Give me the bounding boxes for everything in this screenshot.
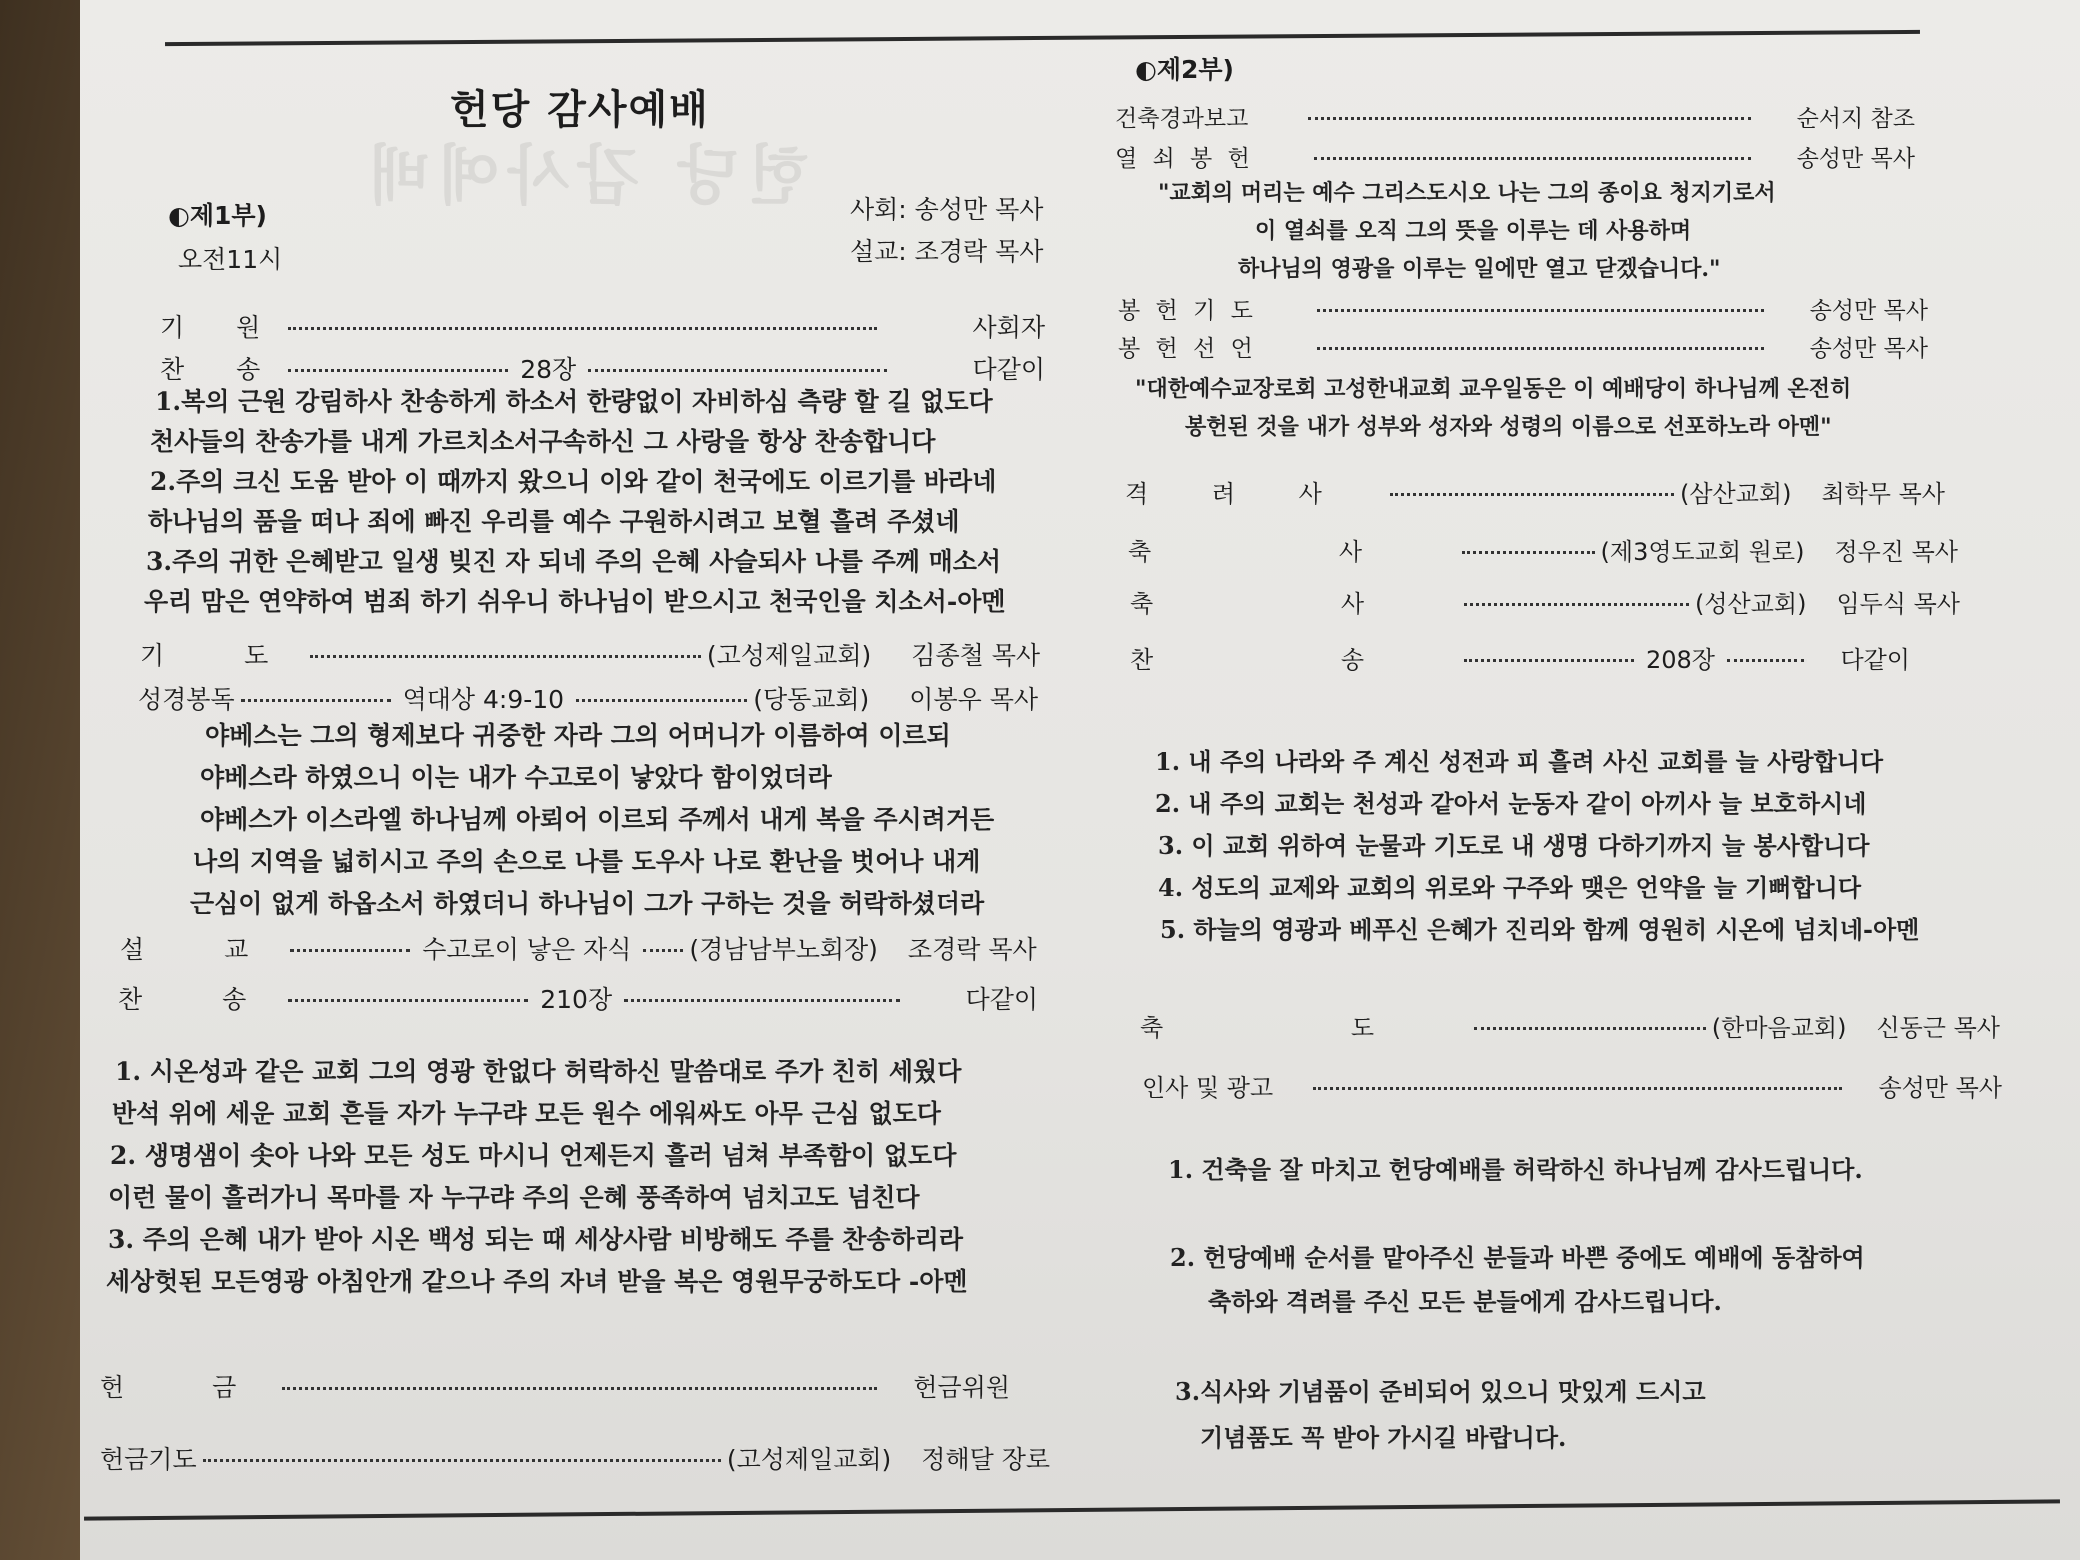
hymn2-row xyxy=(118,980,1038,1016)
notice-line: 3.식사와 기념품이 준비되어 있으니 맛있게 드시고 xyxy=(1175,1377,1706,1406)
offering-prayer-person: 정해달 장로 xyxy=(921,1445,1050,1474)
hymn2-line: 이런 물이 흘러가니 목마를 자 누구랴 주의 은혜 풍족하여 넘치고도 넘친다 xyxy=(108,1183,920,1212)
dedication-declaration-row xyxy=(1118,330,1928,363)
keys-quote-line: "교회의 머리는 예수 그리스도시오 나는 그의 종이요 청지기로서 xyxy=(1158,180,1776,206)
keys-row xyxy=(1115,140,1915,173)
dot-leader xyxy=(203,1459,721,1462)
hymn1-label: 찬 송 xyxy=(160,355,283,384)
congrats1-row xyxy=(1128,532,1958,567)
hymn3-row xyxy=(1130,640,1910,675)
congrats1-church: (제3영도교회 원로) xyxy=(1600,538,1805,566)
dot-leader xyxy=(1308,117,1750,120)
notice-line: 기념품도 꼭 받아 가시길 바랍니다. xyxy=(1200,1423,1567,1452)
hymn2-line: 세상헛된 모든영광 아침안개 같으나 주의 자녀 받을 복은 영원무궁하도다 -아멘 xyxy=(106,1267,968,1296)
offering-prayer-label: 헌금기도 xyxy=(100,1445,197,1474)
benediction-person: 신동근 목사 xyxy=(1876,1014,2000,1042)
dedication-declaration-person: 송성만 목사 xyxy=(1809,336,1928,362)
dot-leader xyxy=(1462,551,1595,554)
dot-leader xyxy=(288,999,528,1002)
encouragement-church: (삼산교회) xyxy=(1679,480,1792,508)
invocation-leader: 사회자 xyxy=(972,313,1045,342)
congrats1-label: 축 사 xyxy=(1128,538,1452,566)
congrats2-person: 임두식 목사 xyxy=(1836,590,1960,618)
hymn1-row xyxy=(160,350,1045,386)
dot-leader xyxy=(1464,603,1689,606)
part1-heading: ◐제1부) xyxy=(168,201,267,230)
keys-label: 열 쇠 봉 헌 xyxy=(1115,146,1254,172)
dot-leader xyxy=(241,699,391,702)
part2-heading: ◐제2부) xyxy=(1135,55,1234,84)
offering-prayer-row xyxy=(100,1440,1050,1476)
dedication-prayer-label: 봉 헌 기 도 xyxy=(1118,298,1257,324)
hymn2-line: 2. 생명샘이 솟아 나와 모든 성도 마시니 언제든지 흘러 넘쳐 부족함이 없도다 xyxy=(110,1141,957,1170)
offering-prayer-church: (고성제일교회) xyxy=(726,1445,892,1474)
hymn1-line: 우리 맘은 연약하여 범죄 하기 쉬우니 하나님이 받으시고 천국인을 치소서-아멘 xyxy=(144,587,1006,616)
invocation-row xyxy=(160,308,1045,344)
dot-leader xyxy=(624,999,899,1002)
dot-leader xyxy=(1727,659,1804,662)
hymn3-label: 찬 송 xyxy=(1130,646,1454,674)
invocation-label: 기 원 xyxy=(160,313,283,342)
encouragement-row xyxy=(1125,474,1945,509)
offering-leader: 헌금위원 xyxy=(913,1373,1010,1402)
sermon-label: 설 교 xyxy=(120,935,285,964)
benediction-row xyxy=(1140,1008,2000,1043)
hymn1-line: 1.복의 근원 강림하사 찬송하게 하소서 한량없이 자비하심 측량 할 길 없도다 xyxy=(155,387,993,416)
keys-person: 송성만 목사 xyxy=(1796,146,1915,172)
offering-label: 헌 금 xyxy=(100,1373,277,1402)
notices-row xyxy=(1142,1068,2002,1103)
hymn2-number: 210장 xyxy=(540,985,613,1014)
prayer-row xyxy=(140,636,1040,672)
report-label: 건축경과보고 xyxy=(1115,106,1249,132)
congrats2-row xyxy=(1130,584,1960,619)
scripture-line: 야베스가 이스라엘 하나님께 아뢰어 이르되 주께서 내게 복을 주시려거든 xyxy=(200,805,995,834)
hymn3-line: 5. 하늘의 영광과 베푸신 은혜가 진리와 함께 영원히 시온에 넘치네-아멘 xyxy=(1160,915,1920,944)
service-time: 오전11시 xyxy=(178,245,283,274)
declaration-quote-line: "대한예수교장로회 고성한내교회 교우일동은 이 예배당이 하나님께 온전히 xyxy=(1135,376,1852,402)
scripture-line: 나의 지역을 넓히시고 주의 손으로 나를 도우사 나로 환난을 벗어나 내게 xyxy=(193,847,981,876)
hymn1-line: 3.주의 귀한 은혜받고 일생 빚진 자 되네 주의 은혜 사슬되사 나를 주께 매소서 xyxy=(146,547,1002,576)
hymn2-line: 반석 위에 세운 교회 흔들 자가 누구랴 모든 원수 에워싸도 아무 근심 없도다 xyxy=(112,1099,941,1128)
hymn2-line: 1. 시온성과 같은 교회 그의 영광 한없다 허락하신 말씀대로 주가 친히 세웠다 xyxy=(115,1057,962,1086)
reading-church: (당동교회) xyxy=(753,685,870,714)
hymn3-line: 4. 성도의 교제와 교회의 위로와 구주와 맺은 언약을 늘 기뻐합니다 xyxy=(1158,873,1862,902)
notice-line: 2. 헌당예배 순서를 맡아주신 분들과 바쁜 중에도 예배에 동참하여 xyxy=(1170,1243,1865,1272)
notice-line: 1. 건축을 잘 마치고 헌당예배를 허락하신 하나님께 감사드립니다. xyxy=(1168,1155,1863,1184)
hymn1-line: 천사들의 찬송가를 내게 가르치소서구속하신 그 사랑을 항상 찬송합니다 xyxy=(150,427,936,456)
dedication-prayer-person: 송성만 목사 xyxy=(1809,298,1928,324)
hymn1-line: 하나님의 품을 떠나 죄에 빠진 우리를 예수 구원하시려고 보혈 흘려 주셨네 xyxy=(148,507,960,536)
notices-person: 송성만 목사 xyxy=(1878,1074,2002,1102)
dot-leader xyxy=(1474,1027,1706,1030)
reading-row xyxy=(138,680,1038,716)
host: 사회: 송성만 목사 xyxy=(850,195,1044,224)
hymn3-line: 1. 내 주의 나라와 주 계신 성전과 피 흘려 사신 교회를 늘 사랑합니다 xyxy=(1155,747,1884,776)
dot-leader xyxy=(1390,493,1674,496)
benediction-church: (한마음교회) xyxy=(1711,1014,1847,1042)
prayer-church: (고성제일교회) xyxy=(706,641,872,670)
reading-person: 이봉우 목사 xyxy=(909,685,1038,714)
hymn2-line: 3. 주의 은혜 내가 받아 시온 백성 되는 때 세상사람 비방해도 주를 찬송하리라 xyxy=(108,1225,964,1254)
hymn2-label: 찬 송 xyxy=(118,985,283,1014)
sermon-row xyxy=(120,930,1040,966)
report-row xyxy=(1115,100,1915,133)
dot-leader xyxy=(288,327,876,330)
hymn1-leader: 다같이 xyxy=(972,355,1045,384)
dedication-prayer-row xyxy=(1118,292,1928,325)
hymn3-line: 3. 이 교회 위하여 눈물과 기도로 내 생명 다하기까지 늘 봉사합니다 xyxy=(1158,831,1870,860)
dot-leader xyxy=(282,1387,877,1390)
hymn3-leader: 다같이 xyxy=(1840,646,1910,674)
notices-label: 인사 및 광고 xyxy=(1142,1074,1274,1102)
keys-quote-line: 이 열쇠를 오직 그의 뜻을 이루는 데 사용하며 xyxy=(1255,218,1692,244)
offering-row xyxy=(100,1368,1010,1404)
page-title: 헌당 감사예배 xyxy=(450,87,710,133)
dot-leader xyxy=(643,949,683,952)
dot-leader xyxy=(1464,659,1634,662)
preacher: 설교: 조경락 목사 xyxy=(850,237,1044,266)
hymn1-number: 28장 xyxy=(520,355,577,384)
sermon-topic: 수고로이 낳은 자식 xyxy=(422,935,632,964)
dot-leader xyxy=(1317,309,1764,312)
dot-leader xyxy=(310,655,701,658)
keys-quote-line: 하나님의 영광을 이루는 일에만 열고 닫겠습니다." xyxy=(1238,256,1721,282)
bleed-through-title: 헌당 감사예배 xyxy=(360,140,810,214)
encouragement-label: 격 려 사 xyxy=(1125,480,1350,508)
dedication-declaration-label: 봉 헌 선 언 xyxy=(1118,336,1257,362)
sermon-person: 조경락 목사 xyxy=(907,935,1037,964)
reading-label: 성경봉독 xyxy=(138,685,235,714)
notice-line: 축하와 격려를 주신 모든 분들에게 감사드립니다. xyxy=(1208,1287,1722,1316)
dot-leader xyxy=(576,699,747,702)
hymn3-number: 208장 xyxy=(1646,646,1715,674)
prayer-label: 기 도 xyxy=(140,641,305,670)
declaration-quote-line: 봉헌된 것을 내가 성부와 성자와 성령의 이름으로 선포하노라 아멘" xyxy=(1185,414,1832,440)
scripture-line: 근심이 없게 하옵소서 하였더니 하나님이 그가 구하는 것을 허락하셨더라 xyxy=(190,889,985,918)
dot-leader xyxy=(1313,1087,1842,1090)
congrats2-church: (성산교회) xyxy=(1694,590,1807,618)
scripture-line: 야베스는 그의 형제보다 귀중한 자라 그의 어머니가 이름하여 이르되 xyxy=(205,721,951,750)
hymn1-line: 2.주의 크신 도움 받아 이 때까지 왔으니 이와 같이 천국에도 이르기를 바라네 xyxy=(150,467,997,496)
scripture-line: 야베스라 하였으니 이는 내가 수고로이 낳았다 함이었더라 xyxy=(200,763,832,792)
hymn2-leader: 다같이 xyxy=(965,985,1038,1014)
dot-leader xyxy=(1314,157,1751,160)
dot-leader xyxy=(290,949,410,952)
dot-leader xyxy=(288,369,508,372)
prayer-person: 김종철 목사 xyxy=(911,641,1040,670)
dot-leader xyxy=(588,369,886,372)
congrats2-label: 축 사 xyxy=(1130,590,1454,618)
hymn3-line: 2. 내 주의 교회는 천성과 같아서 눈동자 같이 아끼사 늘 보호하시네 xyxy=(1155,789,1867,818)
report-ref: 순서지 참조 xyxy=(1796,106,1915,132)
benediction-label: 축 도 xyxy=(1140,1014,1464,1042)
sermon-church: (경남남부노회장) xyxy=(689,935,878,964)
dot-leader xyxy=(1317,347,1764,350)
encouragement-person: 최학무 목사 xyxy=(1821,480,1945,508)
congrats1-person: 정우진 목사 xyxy=(1834,538,1958,566)
reading-passage: 역대상 4:9-10 xyxy=(402,685,565,714)
